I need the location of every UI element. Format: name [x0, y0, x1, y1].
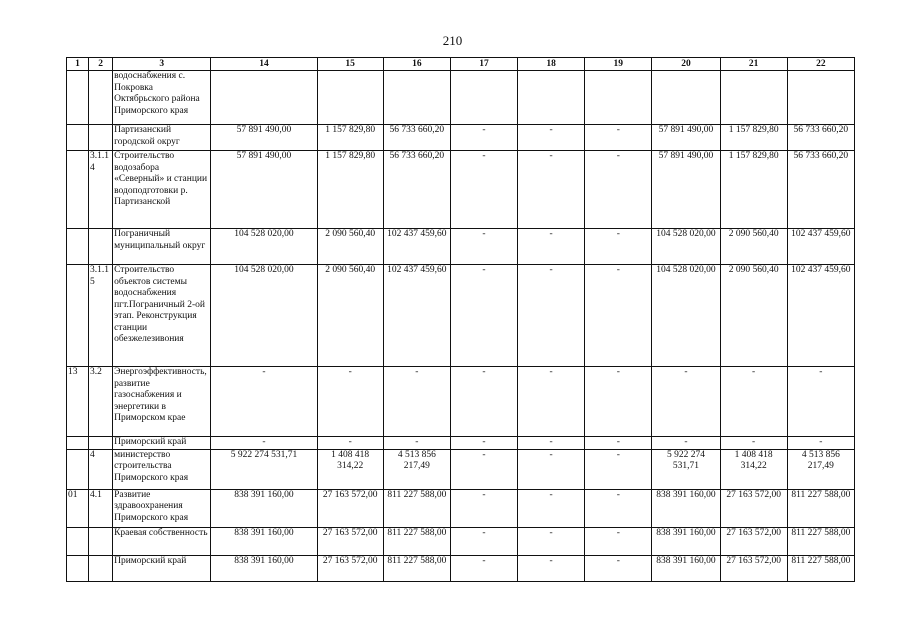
value-cell-col-16: 811 227 588,00 — [383, 555, 450, 581]
value-cell-col-15: 1 157 829,80 — [317, 151, 383, 229]
table-row — [67, 265, 855, 367]
value-cell-col-16: 4 513 856 217,49 — [383, 449, 450, 489]
row-number-cell — [67, 265, 89, 367]
value-cell-col-14: 838 391 160,00 — [211, 489, 317, 527]
value-cell-col-22: 56 733 660,20 — [787, 125, 854, 151]
value-cell-col-16: - — [383, 367, 450, 437]
value-cell-col-22: 102 437 459,60 — [787, 229, 854, 265]
row-number-cell: 13 — [67, 367, 89, 437]
column-header-3: 3 — [113, 58, 211, 71]
row-number-cell — [67, 71, 89, 125]
value-cell-col-14: 104 528 020,00 — [211, 229, 317, 265]
value-cell-col-19: - — [585, 449, 652, 489]
value-cell-col-15 — [317, 71, 383, 125]
column-header-21: 21 — [720, 58, 787, 71]
value-cell-col-18: - — [518, 527, 585, 555]
value-cell-col-15: 27 163 572,00 — [317, 555, 383, 581]
value-cell-col-19: - — [585, 489, 652, 527]
value-cell-col-17: - — [450, 229, 517, 265]
value-cell-col-15: 27 163 572,00 — [317, 489, 383, 527]
table-row — [67, 527, 855, 555]
value-cell-col-14: 838 391 160,00 — [211, 527, 317, 555]
value-cell-col-16 — [383, 71, 450, 125]
value-cell-col-21: 1 157 829,80 — [720, 125, 787, 151]
value-cell-col-17: - — [450, 437, 517, 450]
value-cell-col-17: - — [450, 489, 517, 527]
header-row — [67, 58, 855, 71]
row-number-cell — [67, 229, 89, 265]
value-cell-col-19 — [585, 71, 652, 125]
value-cell-col-18: - — [518, 151, 585, 229]
value-cell-col-17: - — [450, 449, 517, 489]
value-cell-col-20: 104 528 020,00 — [652, 229, 720, 265]
column-header-2: 2 — [89, 58, 113, 71]
value-cell-col-17: - — [450, 125, 517, 151]
value-cell-col-16: 102 437 459,60 — [383, 265, 450, 367]
value-cell-col-21: 2 090 560,40 — [720, 229, 787, 265]
value-cell-col-18: - — [518, 437, 585, 450]
value-cell-col-21: 27 163 572,00 — [720, 489, 787, 527]
value-cell-col-14: 838 391 160,00 — [211, 555, 317, 581]
code-cell — [89, 437, 113, 450]
value-cell-col-16: 811 227 588,00 — [383, 489, 450, 527]
value-cell-col-14: - — [211, 367, 317, 437]
code-cell: 3.2 — [89, 367, 113, 437]
value-cell-col-16: 811 227 588,00 — [383, 527, 450, 555]
name-cell: Строительство водозабора «Северный» и станции водоподготовки р. Партизанской — [113, 151, 211, 229]
name-cell: Развитие здравоохранения Приморского края — [113, 489, 211, 527]
value-cell-col-21: - — [720, 437, 787, 450]
table-row — [67, 555, 855, 581]
row-number-cell: 01 — [67, 489, 89, 527]
value-cell-col-17 — [450, 71, 517, 125]
column-header-22: 22 — [787, 58, 854, 71]
value-cell-col-19: - — [585, 265, 652, 367]
value-cell-col-16: 56 733 660,20 — [383, 125, 450, 151]
value-cell-col-17: - — [450, 151, 517, 229]
value-cell-col-18: - — [518, 229, 585, 265]
code-cell — [89, 125, 113, 151]
value-cell-col-22: 4 513 856 217,49 — [787, 449, 854, 489]
name-cell: Пограничный муниципальный округ — [113, 229, 211, 265]
column-header-1: 1 — [67, 58, 89, 71]
row-number-cell — [67, 555, 89, 581]
value-cell-col-20 — [652, 71, 720, 125]
value-cell-col-19: - — [585, 151, 652, 229]
value-cell-col-21: 2 090 560,40 — [720, 265, 787, 367]
table-row — [67, 367, 855, 437]
table-row — [67, 229, 855, 265]
row-number-cell — [67, 527, 89, 555]
value-cell-col-22: 811 227 588,00 — [787, 489, 854, 527]
value-cell-col-22 — [787, 71, 854, 125]
value-cell-col-21: 1 408 418 314,22 — [720, 449, 787, 489]
column-header-20: 20 — [652, 58, 720, 71]
row-number-cell — [67, 151, 89, 229]
column-header-16: 16 — [383, 58, 450, 71]
value-cell-col-22: - — [787, 367, 854, 437]
name-cell: Приморский край — [113, 555, 211, 581]
value-cell-col-22: 811 227 588,00 — [787, 555, 854, 581]
value-cell-col-14: 104 528 020,00 — [211, 265, 317, 367]
value-cell-col-20: 57 891 490,00 — [652, 151, 720, 229]
value-cell-col-18: - — [518, 555, 585, 581]
value-cell-col-20: 838 391 160,00 — [652, 489, 720, 527]
value-cell-col-19: - — [585, 367, 652, 437]
value-cell-col-18 — [518, 71, 585, 125]
code-cell: 3.1.15 — [89, 265, 113, 367]
value-cell-col-17: - — [450, 527, 517, 555]
name-cell: Партизанский городской округ — [113, 125, 211, 151]
code-cell: 3.1.14 — [89, 151, 113, 229]
value-cell-col-20: 838 391 160,00 — [652, 555, 720, 581]
name-cell: Строительство объектов системы водоснабжения пгт.Пограничный 2-ой этап. Реконструкция станции обезжелезивония — [113, 265, 211, 367]
value-cell-col-18: - — [518, 265, 585, 367]
column-header-15: 15 — [317, 58, 383, 71]
table-row — [67, 449, 855, 489]
value-cell-col-20: 838 391 160,00 — [652, 527, 720, 555]
code-cell — [89, 229, 113, 265]
value-cell-col-19: - — [585, 527, 652, 555]
value-cell-col-15: 1 408 418 314,22 — [317, 449, 383, 489]
value-cell-col-14: 57 891 490,00 — [211, 151, 317, 229]
name-cell: министерство строительства Приморского края — [113, 449, 211, 489]
value-cell-col-21: 27 163 572,00 — [720, 555, 787, 581]
row-number-cell — [67, 449, 89, 489]
value-cell-col-17: - — [450, 265, 517, 367]
value-cell-col-22: - — [787, 437, 854, 450]
table-row — [67, 489, 855, 527]
page-number: 210 — [442, 33, 463, 48]
table-row — [67, 151, 855, 229]
value-cell-col-18: - — [518, 449, 585, 489]
table-row — [67, 71, 855, 125]
column-header-18: 18 — [518, 58, 585, 71]
table-row — [67, 125, 855, 151]
value-cell-col-18: - — [518, 125, 585, 151]
name-cell: Энергоэффективность, развитие газоснабжения и энергетики в Приморском крае — [113, 367, 211, 437]
value-cell-col-15: - — [317, 437, 383, 450]
row-number-cell — [67, 437, 89, 450]
value-cell-col-14: 5 922 274 531,71 — [211, 449, 317, 489]
code-cell — [89, 71, 113, 125]
value-cell-col-16: - — [383, 437, 450, 450]
code-cell — [89, 555, 113, 581]
value-cell-col-19: - — [585, 229, 652, 265]
table-row — [67, 437, 855, 450]
code-cell: 4 — [89, 449, 113, 489]
value-cell-col-16: 56 733 660,20 — [383, 151, 450, 229]
value-cell-col-15: 2 090 560,40 — [317, 229, 383, 265]
value-cell-col-14: - — [211, 437, 317, 450]
value-cell-col-21: - — [720, 367, 787, 437]
value-cell-col-14: 57 891 490,00 — [211, 125, 317, 151]
value-cell-col-14 — [211, 71, 317, 125]
value-cell-col-22: 811 227 588,00 — [787, 527, 854, 555]
code-cell — [89, 527, 113, 555]
value-cell-col-22: 56 733 660,20 — [787, 151, 854, 229]
value-cell-col-22: 102 437 459,60 — [787, 265, 854, 367]
column-header-17: 17 — [450, 58, 517, 71]
value-cell-col-17: - — [450, 367, 517, 437]
value-cell-col-21: 27 163 572,00 — [720, 527, 787, 555]
value-cell-col-15: 27 163 572,00 — [317, 527, 383, 555]
column-header-19: 19 — [585, 58, 652, 71]
row-number-cell — [67, 125, 89, 151]
value-cell-col-20: - — [652, 437, 720, 450]
value-cell-col-19: - — [585, 555, 652, 581]
value-cell-col-20: 5 922 274 531,71 — [652, 449, 720, 489]
name-cell: Краевая собственность — [113, 527, 211, 555]
value-cell-col-17: - — [450, 555, 517, 581]
value-cell-col-21: 1 157 829,80 — [720, 151, 787, 229]
value-cell-col-18: - — [518, 489, 585, 527]
value-cell-col-21 — [720, 71, 787, 125]
value-cell-col-20: 57 891 490,00 — [652, 125, 720, 151]
name-cell: Приморский край — [113, 437, 211, 450]
value-cell-col-20: 104 528 020,00 — [652, 265, 720, 367]
value-cell-col-15: - — [317, 367, 383, 437]
value-cell-col-16: 102 437 459,60 — [383, 229, 450, 265]
column-header-14: 14 — [211, 58, 317, 71]
code-cell: 4.1 — [89, 489, 113, 527]
value-cell-col-19: - — [585, 125, 652, 151]
value-cell-col-15: 2 090 560,40 — [317, 265, 383, 367]
value-cell-col-15: 1 157 829,80 — [317, 125, 383, 151]
value-cell-col-18: - — [518, 367, 585, 437]
name-cell: водоснабжения с. Покровка Октябрьского района Приморского края — [113, 71, 211, 125]
value-cell-col-19: - — [585, 437, 652, 450]
value-cell-col-20: - — [652, 367, 720, 437]
budget-table — [66, 57, 855, 582]
